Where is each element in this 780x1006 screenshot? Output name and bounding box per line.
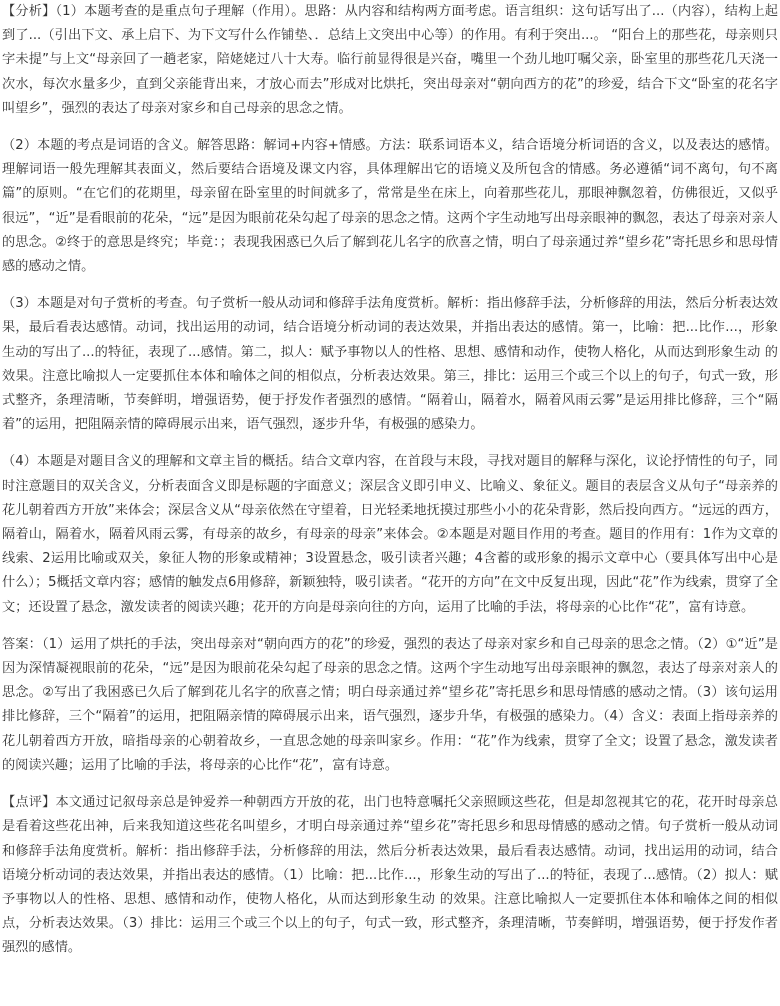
analysis-part-3: （3）本题是对句子赏析的考查。句子赏析一般从动词和修辞手法角度赏析。解析：指出修辞手法，分析修辞的用法，然后分析表达效果，最后看表达感情。动词，找出运用的动词，结合语境分析动词的表达效果，并指出表达的感情。第一，比喻：把...比作...，形象生动的写出了...的特征，表现了...感情。第二，拟人：赋予事物以人的性格、思想、感情和动作，使物人格化，从而达到形象生动 的效果。注意比喻拟人一定要抓住本体和喻体之间的相似点，分析表达效果。第三，排比：运用三个或三个以上的句子，句式一致，形式整齐，条理清晰，节奏鲜明，增强语势，便于抒发作者强烈的感情。“隔着山，隔着水，隔着风雨云雾”是运用排比修辞，三个“隔着”的运用，把阻隔亲情的障碍展示出来，语气强烈，逐步升华，有极强的感染力。	[2, 296, 778, 433]
analysis-part-2: （2）本题的考点是词语的含义。解答思路：解词+内容+情感。方法：联系词语本义，结合语境分析词语的含义，以及表达的感情。理解词语一般先理解其表面义，然后要结合语境及课文内容，具体理解出它的语境义及所包含的情感。务必遵循“词不离句，句不离篇”的原则。“在它们的花期里，母亲留在卧室里的时间就多了，常常是坐在床上，向着那些花儿，那眼神飘忽着，仿佛很近，又似乎很远”，“近”是看眼前的花朵，“远”是因为眼前花朵勾起了母亲的思念之情。这两个字生动地写出母亲眼神的飘忽，表达了母亲对亲人的思念。②终于的意思是终究；毕竟：；表现我困惑已久后了解到花儿名字的欣喜之情，明白了母亲通过养“望乡花”寄托思乡和思母情感的感动之情。	[2, 138, 778, 275]
analysis-part-1: 【分析】（1）本题考查的是重点句子理解（作用）。思路：从内容和结构两方面考虑。语言组织：这句话写出了...（内容），结构上起到了...（引出下文、承上启下、为下文写什么作铺垫、．总结上文突出中心等）的作用。有利于突出...。 “阳台上的那些花，母亲则只字未提”与上文“母亲回了一趟老家，陪姥姥过八十大寿。临行前显得很是兴奋，嘴里一个劲儿地叮嘱父亲，卧室里的那些花几天浇一次水，每次水量多少，直到父亲能背出来，才放心而去”形成对比烘托，突出母亲对“朝向西方的花”的珍爱，结合下文“卧室的花名字叫望乡”，强烈的表达了母亲对家乡和自己母亲的思念之情。	[2, 4, 778, 116]
answer-section: 答案：（1）运用了烘托的手法，突出母亲对“朝向西方的花”的珍爱，强烈的表达了母亲对家乡和自己母亲的思念之情。（2）①“近”是因为深情凝视眼前的花朵，“远”是因为眼前花朵勾起了母亲的思念之情。这两个字生动地写出母亲眼神的飘忽，表达了母亲对亲人的思念。②写出了我困惑已久后了解到花儿名字的欣喜之情；明白母亲通过养“望乡花”寄托思乡和思母情感的感动之情。（3）该句运用排比修辞，三个“隔着”的运用，把阻隔亲情的障碍展示出来，语气强烈，逐步升华，有极强的感染力。（4）含义：表面上指母亲养的花儿朝着西方开放，暗指母亲的心朝着故乡，一直思念她的母亲叫家乡。作用：“花”作为线索，贯穿了全文；设置了悬念，激发读者的阅读兴趣；运用了比喻的手法，将母亲的心比作“花”，富有诗意。	[2, 636, 778, 773]
comment-section: 【点评】本文通过记叙母亲总是钟爱养一种朝西方开放的花，出门也特意嘱托父亲照顾这些花，但是却忽视其它的花，花开时母亲总是看着这些花出神，后来我知道这些花名叫望乡，才明白母亲通过养“望乡花”寄托思乡和思母情感的感动之情。句子赏析一般从动词和修辞手法角度赏析。解析：指出修辞手法，分析修辞的用法，然后分析表达效果，最后看表达感情。动词，找出运用的动词，结合语境分析动词的表达效果，并指出表达的感情。（1）比喻：把...比作...，形象生动的写出了...的特征，表现了...感情。（2）拟人：赋予事物以人的性格、思想、感情和动作，使物人格化，从而达到形象生动 的效果。注意比喻拟人一定要抓住本体和喻体之间的相似点，分析表达效果。（3）排比：运用三个或三个以上的句子，句式一致，形式整齐，条理清晰，节奏鲜明，增强语势，便于抒发作者强烈的感情。	[2, 795, 778, 956]
analysis-part-4: （4）本题是对题目含义的理解和文章主旨的概括。结合文章内容，在首段与末段，寻找对题目的解释与深化，议论抒情性的句子，同时注意题目的双关含义，分析表面含义即是标题的字面意义；深层含义即引申义、比喻义、象征义。题目的表层含义从句子“母亲养的花儿朝着西方开放”来体会；深层含义从“母亲依然在守望着，日光轻柔地抚摸过那些小小的花朵背影，然后投向西方。“远远的西方，隔着山，隔着水，隔着风雨云雾，有母亲的故乡，有母亲的母亲”来体会。②本题是对题目作用的考查。题目的作用有：1作为文章的线索、2运用比喻或双关，象征人物的形象或精神；3设置悬念，吸引读者兴趣；4含蓄的或形象的揭示文章中心（要具体写出中心是什么）；5概括文章内容；感情的触发点6用修辞，新颖独特，吸引读者。“花开的方向”在文中反复出现，因此“花”作为线索，贯穿了全文；还设置了悬念，激发读者的阅读兴趣；花开的方向是母亲向往的方向，运用了比喻的手法，将母亲的心比作“花”，富有诗意。	[2, 454, 779, 615]
